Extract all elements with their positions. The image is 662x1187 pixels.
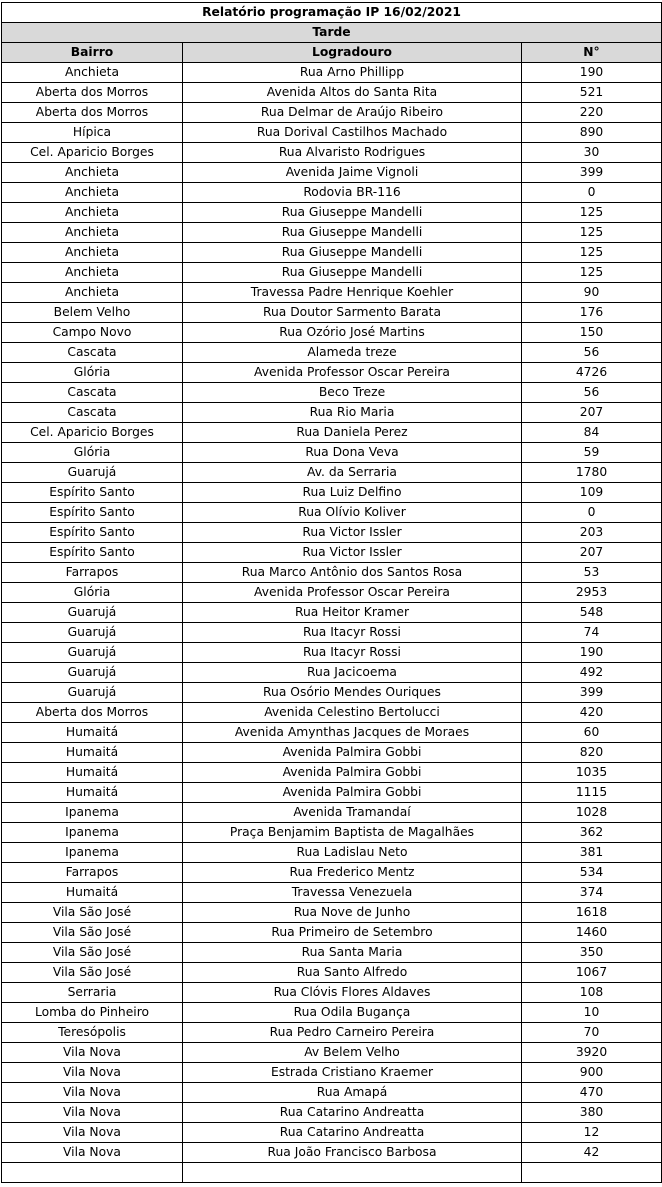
- cell-logradouro[interactable]: Rua Arno Phillipp: [183, 63, 522, 83]
- cell-logradouro[interactable]: Rua Amapá: [183, 1083, 522, 1103]
- cell-numero[interactable]: 399: [522, 683, 662, 703]
- table-row: [2, 523, 662, 543]
- cell-logradouro[interactable]: Rua Dona Veva: [183, 443, 522, 463]
- cell-logradouro[interactable]: Av Belem Velho: [183, 1043, 522, 1063]
- table-row: [2, 803, 662, 823]
- table-row: [2, 923, 662, 943]
- cell-numero[interactable]: 125: [522, 263, 662, 283]
- report-table: [1, 2, 662, 1183]
- cell-numero[interactable]: 374: [522, 883, 662, 903]
- cell-numero[interactable]: 150: [522, 323, 662, 343]
- cell-bairro[interactable]: Espírito Santo: [2, 523, 183, 543]
- cell-logradouro[interactable]: Rua Marco Antônio dos Santos Rosa: [183, 563, 522, 583]
- cell-bairro[interactable]: [2, 1163, 183, 1183]
- cell-logradouro[interactable]: Avenida Celestino Bertolucci: [183, 703, 522, 723]
- table-row: [2, 503, 662, 523]
- cell-logradouro[interactable]: Avenida Palmira Gobbi: [183, 743, 522, 763]
- column-header-row: [2, 43, 662, 63]
- cell-bairro[interactable]: Vila São José: [2, 943, 183, 963]
- table-row: [2, 763, 662, 783]
- table-row: [2, 263, 662, 283]
- cell-numero[interactable]: 470: [522, 1083, 662, 1103]
- cell-bairro[interactable]: Espírito Santo: [2, 483, 183, 503]
- cell-logradouro[interactable]: Rua Doutor Sarmento Barata: [183, 303, 522, 323]
- cell-bairro[interactable]: Teresópolis: [2, 1023, 183, 1043]
- cell-logradouro[interactable]: Travessa Padre Henrique Koehler: [183, 283, 522, 303]
- table-row: [2, 183, 662, 203]
- table-body: [2, 63, 662, 1183]
- cell-numero[interactable]: 521: [522, 83, 662, 103]
- cell-logradouro[interactable]: Beco Treze: [183, 383, 522, 403]
- cell-numero[interactable]: 0: [522, 503, 662, 523]
- cell-bairro[interactable]: Guarujá: [2, 463, 183, 483]
- cell-bairro[interactable]: Vila Nova: [2, 1083, 183, 1103]
- cell-bairro[interactable]: Farrapos: [2, 863, 183, 883]
- cell-numero[interactable]: 30: [522, 143, 662, 163]
- table-row: [2, 403, 662, 423]
- cell-numero[interactable]: 207: [522, 403, 662, 423]
- cell-bairro[interactable]: Anchieta: [2, 263, 183, 283]
- cell-bairro[interactable]: Anchieta: [2, 183, 183, 203]
- column-header-bairro[interactable]: Bairro: [2, 43, 183, 63]
- cell-numero[interactable]: 1067: [522, 963, 662, 983]
- cell-logradouro[interactable]: Travessa Venezuela: [183, 883, 522, 903]
- cell-bairro[interactable]: Anchieta: [2, 203, 183, 223]
- table-row: [2, 123, 662, 143]
- table-row: [2, 463, 662, 483]
- cell-logradouro[interactable]: Rua Catarino Andreatta: [183, 1123, 522, 1143]
- cell-logradouro[interactable]: Rua Delmar de Araújo Ribeiro: [183, 103, 522, 123]
- cell-numero[interactable]: [522, 1163, 662, 1183]
- table-row: [2, 423, 662, 443]
- cell-bairro[interactable]: Aberta dos Morros: [2, 703, 183, 723]
- table-row: [2, 83, 662, 103]
- cell-logradouro[interactable]: Rua Heitor Kramer: [183, 603, 522, 623]
- cell-logradouro[interactable]: Rua Victor Issler: [183, 523, 522, 543]
- cell-numero[interactable]: 381: [522, 843, 662, 863]
- cell-numero[interactable]: 70: [522, 1023, 662, 1043]
- cell-numero[interactable]: 890: [522, 123, 662, 143]
- cell-bairro[interactable]: Humaitá: [2, 883, 183, 903]
- table-row: [2, 163, 662, 183]
- cell-bairro[interactable]: Guarujá: [2, 623, 183, 643]
- table-row: [2, 683, 662, 703]
- table-row: [2, 863, 662, 883]
- table-row: [2, 363, 662, 383]
- cell-logradouro[interactable]: Rua Primeiro de Setembro: [183, 923, 522, 943]
- cell-bairro[interactable]: Belem Velho: [2, 303, 183, 323]
- cell-numero[interactable]: 1618: [522, 903, 662, 923]
- cell-numero[interactable]: 125: [522, 223, 662, 243]
- cell-logradouro[interactable]: Rua Catarino Andreatta: [183, 1103, 522, 1123]
- table-row: [2, 1123, 662, 1143]
- cell-bairro[interactable]: Vila Nova: [2, 1043, 183, 1063]
- cell-logradouro[interactable]: Rua Ozório José Martins: [183, 323, 522, 343]
- cell-numero[interactable]: 1028: [522, 803, 662, 823]
- table-row: [2, 603, 662, 623]
- cell-logradouro[interactable]: Avenida Tramandaí: [183, 803, 522, 823]
- cell-bairro[interactable]: Guarujá: [2, 603, 183, 623]
- cell-bairro[interactable]: Cascata: [2, 383, 183, 403]
- cell-logradouro[interactable]: Avenida Professor Oscar Pereira: [183, 363, 522, 383]
- cell-bairro[interactable]: Cascata: [2, 343, 183, 363]
- table-row: [2, 63, 662, 83]
- title-row: [2, 3, 662, 23]
- table-row: [2, 1143, 662, 1163]
- table-row: [2, 343, 662, 363]
- cell-bairro[interactable]: Vila Nova: [2, 1143, 183, 1163]
- cell-bairro[interactable]: Aberta dos Morros: [2, 103, 183, 123]
- table-row: [2, 283, 662, 303]
- cell-numero[interactable]: 53: [522, 563, 662, 583]
- table-row: [2, 1103, 662, 1123]
- cell-numero[interactable]: 207: [522, 543, 662, 563]
- cell-logradouro[interactable]: Avenida Palmira Gobbi: [183, 763, 522, 783]
- column-header-numero[interactable]: N°: [522, 43, 662, 63]
- cell-bairro[interactable]: Farrapos: [2, 563, 183, 583]
- cell-numero[interactable]: 109: [522, 483, 662, 503]
- table-row: [2, 643, 662, 663]
- cell-numero[interactable]: 380: [522, 1103, 662, 1123]
- cell-logradouro[interactable]: Rua Luiz Delfino: [183, 483, 522, 503]
- cell-numero[interactable]: 74: [522, 623, 662, 643]
- cell-numero[interactable]: 1035: [522, 763, 662, 783]
- cell-logradouro[interactable]: Rua Ladislau Neto: [183, 843, 522, 863]
- cell-numero[interactable]: 90: [522, 283, 662, 303]
- cell-logradouro[interactable]: [183, 1163, 522, 1183]
- cell-logradouro[interactable]: Rua Alvaristo Rodrigues: [183, 143, 522, 163]
- cell-numero[interactable]: 10: [522, 1003, 662, 1023]
- cell-logradouro[interactable]: Rua Giuseppe Mandelli: [183, 203, 522, 223]
- table-row: [2, 443, 662, 463]
- cell-numero[interactable]: 125: [522, 203, 662, 223]
- table-row: [2, 1083, 662, 1103]
- cell-numero[interactable]: 420: [522, 703, 662, 723]
- table-row: [2, 723, 662, 743]
- cell-bairro[interactable]: Vila São José: [2, 903, 183, 923]
- table-row: [2, 623, 662, 643]
- table-row: [2, 143, 662, 163]
- cell-bairro[interactable]: Hípica: [2, 123, 183, 143]
- cell-bairro[interactable]: Anchieta: [2, 283, 183, 303]
- cell-bairro[interactable]: Anchieta: [2, 243, 183, 263]
- table-row: [2, 663, 662, 683]
- cell-bairro[interactable]: Guarujá: [2, 663, 183, 683]
- cell-bairro[interactable]: Anchieta: [2, 163, 183, 183]
- cell-numero[interactable]: 42: [522, 1143, 662, 1163]
- cell-numero[interactable]: 176: [522, 303, 662, 323]
- cell-numero[interactable]: 56: [522, 343, 662, 363]
- cell-numero[interactable]: 125: [522, 243, 662, 263]
- cell-bairro[interactable]: Espírito Santo: [2, 503, 183, 523]
- shift-row: [2, 23, 662, 43]
- cell-logradouro[interactable]: Rua Pedro Carneiro Pereira: [183, 1023, 522, 1043]
- cell-logradouro[interactable]: Rua Victor Issler: [183, 543, 522, 563]
- cell-numero[interactable]: 534: [522, 863, 662, 883]
- cell-numero[interactable]: 190: [522, 63, 662, 83]
- cell-numero[interactable]: 0: [522, 183, 662, 203]
- cell-logradouro[interactable]: Estrada Cristiano Kraemer: [183, 1063, 522, 1083]
- cell-numero[interactable]: 203: [522, 523, 662, 543]
- cell-numero[interactable]: 548: [522, 603, 662, 623]
- table-row: [2, 483, 662, 503]
- cell-bairro[interactable]: Vila Nova: [2, 1063, 183, 1083]
- cell-bairro[interactable]: Anchieta: [2, 223, 183, 243]
- cell-logradouro[interactable]: Rua Itacyr Rossi: [183, 643, 522, 663]
- table-row: [2, 903, 662, 923]
- table-row: [2, 303, 662, 323]
- cell-bairro[interactable]: Cel. Aparicio Borges: [2, 143, 183, 163]
- cell-bairro[interactable]: Guarujá: [2, 643, 183, 663]
- cell-logradouro[interactable]: Rua Dorival Castilhos Machado: [183, 123, 522, 143]
- cell-numero[interactable]: 84: [522, 423, 662, 443]
- cell-logradouro[interactable]: Rua Giuseppe Mandelli: [183, 243, 522, 263]
- cell-logradouro[interactable]: Rua Clóvis Flores Aldaves: [183, 983, 522, 1003]
- cell-numero[interactable]: 3920: [522, 1043, 662, 1063]
- cell-logradouro[interactable]: Rua Frederico Mentz: [183, 863, 522, 883]
- cell-logradouro[interactable]: Rua João Francisco Barbosa: [183, 1143, 522, 1163]
- table-row: [2, 843, 662, 863]
- table-row: [2, 703, 662, 723]
- table-row: [2, 583, 662, 603]
- cell-bairro[interactable]: Vila São José: [2, 923, 183, 943]
- cell-bairro[interactable]: Glória: [2, 443, 183, 463]
- cell-numero[interactable]: 1780: [522, 463, 662, 483]
- cell-bairro[interactable]: Espírito Santo: [2, 543, 183, 563]
- table-row: [2, 883, 662, 903]
- cell-numero[interactable]: 56: [522, 383, 662, 403]
- cell-bairro[interactable]: Glória: [2, 363, 183, 383]
- cell-numero[interactable]: 1115: [522, 783, 662, 803]
- table-row: [2, 103, 662, 123]
- cell-logradouro[interactable]: Rua Giuseppe Mandelli: [183, 223, 522, 243]
- cell-numero[interactable]: 820: [522, 743, 662, 763]
- report-title[interactable]: Relatório programação IP 16/02/2021: [2, 3, 662, 23]
- cell-logradouro[interactable]: Rua Olívio Koliver: [183, 503, 522, 523]
- cell-bairro[interactable]: Vila Nova: [2, 1103, 183, 1123]
- cell-logradouro[interactable]: Rua Santa Maria: [183, 943, 522, 963]
- cell-numero[interactable]: 399: [522, 163, 662, 183]
- table-row: [2, 963, 662, 983]
- cell-numero[interactable]: 220: [522, 103, 662, 123]
- cell-numero[interactable]: 2953: [522, 583, 662, 603]
- cell-logradouro[interactable]: Rua Nove de Junho: [183, 903, 522, 923]
- table-row: [2, 383, 662, 403]
- cell-logradouro[interactable]: Rua Jacicoema: [183, 663, 522, 683]
- cell-bairro[interactable]: Ipanema: [2, 843, 183, 863]
- cell-logradouro[interactable]: Av. da Serraria: [183, 463, 522, 483]
- cell-numero[interactable]: 108: [522, 983, 662, 1003]
- cell-bairro[interactable]: Cascata: [2, 403, 183, 423]
- table-row: [2, 243, 662, 263]
- cell-numero[interactable]: 362: [522, 823, 662, 843]
- table-row: [2, 223, 662, 243]
- table-row: [2, 323, 662, 343]
- cell-logradouro[interactable]: Alameda treze: [183, 343, 522, 363]
- cell-numero[interactable]: 492: [522, 663, 662, 683]
- table-row: [2, 983, 662, 1003]
- table-row: [2, 1163, 662, 1183]
- cell-logradouro[interactable]: Rua Odila Bugança: [183, 1003, 522, 1023]
- cell-bairro[interactable]: Serraria: [2, 983, 183, 1003]
- cell-numero[interactable]: 350: [522, 943, 662, 963]
- table-row: [2, 743, 662, 763]
- cell-bairro[interactable]: Anchieta: [2, 63, 183, 83]
- cell-logradouro[interactable]: Rua Rio Maria: [183, 403, 522, 423]
- cell-logradouro[interactable]: Rua Santo Alfredo: [183, 963, 522, 983]
- shift-label[interactable]: Tarde: [2, 23, 662, 43]
- cell-bairro[interactable]: Humaitá: [2, 783, 183, 803]
- cell-bairro[interactable]: Glória: [2, 583, 183, 603]
- cell-bairro[interactable]: Humaitá: [2, 743, 183, 763]
- cell-numero[interactable]: 190: [522, 643, 662, 663]
- table-row: [2, 1003, 662, 1023]
- cell-logradouro[interactable]: Rua Daniela Perez: [183, 423, 522, 443]
- cell-logradouro[interactable]: Avenida Altos do Santa Rita: [183, 83, 522, 103]
- cell-bairro[interactable]: Cel. Aparicio Borges: [2, 423, 183, 443]
- cell-numero[interactable]: 4726: [522, 363, 662, 383]
- cell-bairro[interactable]: Vila São José: [2, 963, 183, 983]
- table-row: [2, 783, 662, 803]
- table-row: [2, 1023, 662, 1043]
- cell-numero[interactable]: 1460: [522, 923, 662, 943]
- cell-logradouro[interactable]: Avenida Jaime Vignoli: [183, 163, 522, 183]
- cell-logradouro[interactable]: Avenida Professor Oscar Pereira: [183, 583, 522, 603]
- cell-bairro[interactable]: Vila Nova: [2, 1123, 183, 1143]
- cell-bairro[interactable]: Ipanema: [2, 803, 183, 823]
- cell-logradouro[interactable]: Rodovia BR-116: [183, 183, 522, 203]
- cell-bairro[interactable]: Aberta dos Morros: [2, 83, 183, 103]
- cell-logradouro[interactable]: Avenida Palmira Gobbi: [183, 783, 522, 803]
- cell-bairro[interactable]: Lomba do Pinheiro: [2, 1003, 183, 1023]
- table-row: [2, 823, 662, 843]
- table-row: [2, 943, 662, 963]
- table-row: [2, 543, 662, 563]
- cell-numero[interactable]: 59: [522, 443, 662, 463]
- table-row: [2, 563, 662, 583]
- cell-bairro[interactable]: Ipanema: [2, 823, 183, 843]
- table-row: [2, 1063, 662, 1083]
- cell-logradouro[interactable]: Avenida Amynthas Jacques de Moraes: [183, 723, 522, 743]
- cell-bairro[interactable]: Guarujá: [2, 683, 183, 703]
- cell-logradouro[interactable]: Rua Giuseppe Mandelli: [183, 263, 522, 283]
- table-row: [2, 1043, 662, 1063]
- cell-logradouro[interactable]: Rua Itacyr Rossi: [183, 623, 522, 643]
- cell-logradouro[interactable]: Rua Osório Mendes Ouriques: [183, 683, 522, 703]
- cell-bairro[interactable]: Campo Novo: [2, 323, 183, 343]
- cell-numero[interactable]: 60: [522, 723, 662, 743]
- cell-bairro[interactable]: Humaitá: [2, 763, 183, 783]
- column-header-logradouro[interactable]: Logradouro: [183, 43, 522, 63]
- cell-logradouro[interactable]: Praça Benjamim Baptista de Magalhães: [183, 823, 522, 843]
- cell-numero[interactable]: 900: [522, 1063, 662, 1083]
- table-row: [2, 203, 662, 223]
- cell-bairro[interactable]: Humaitá: [2, 723, 183, 743]
- cell-numero[interactable]: 12: [522, 1123, 662, 1143]
